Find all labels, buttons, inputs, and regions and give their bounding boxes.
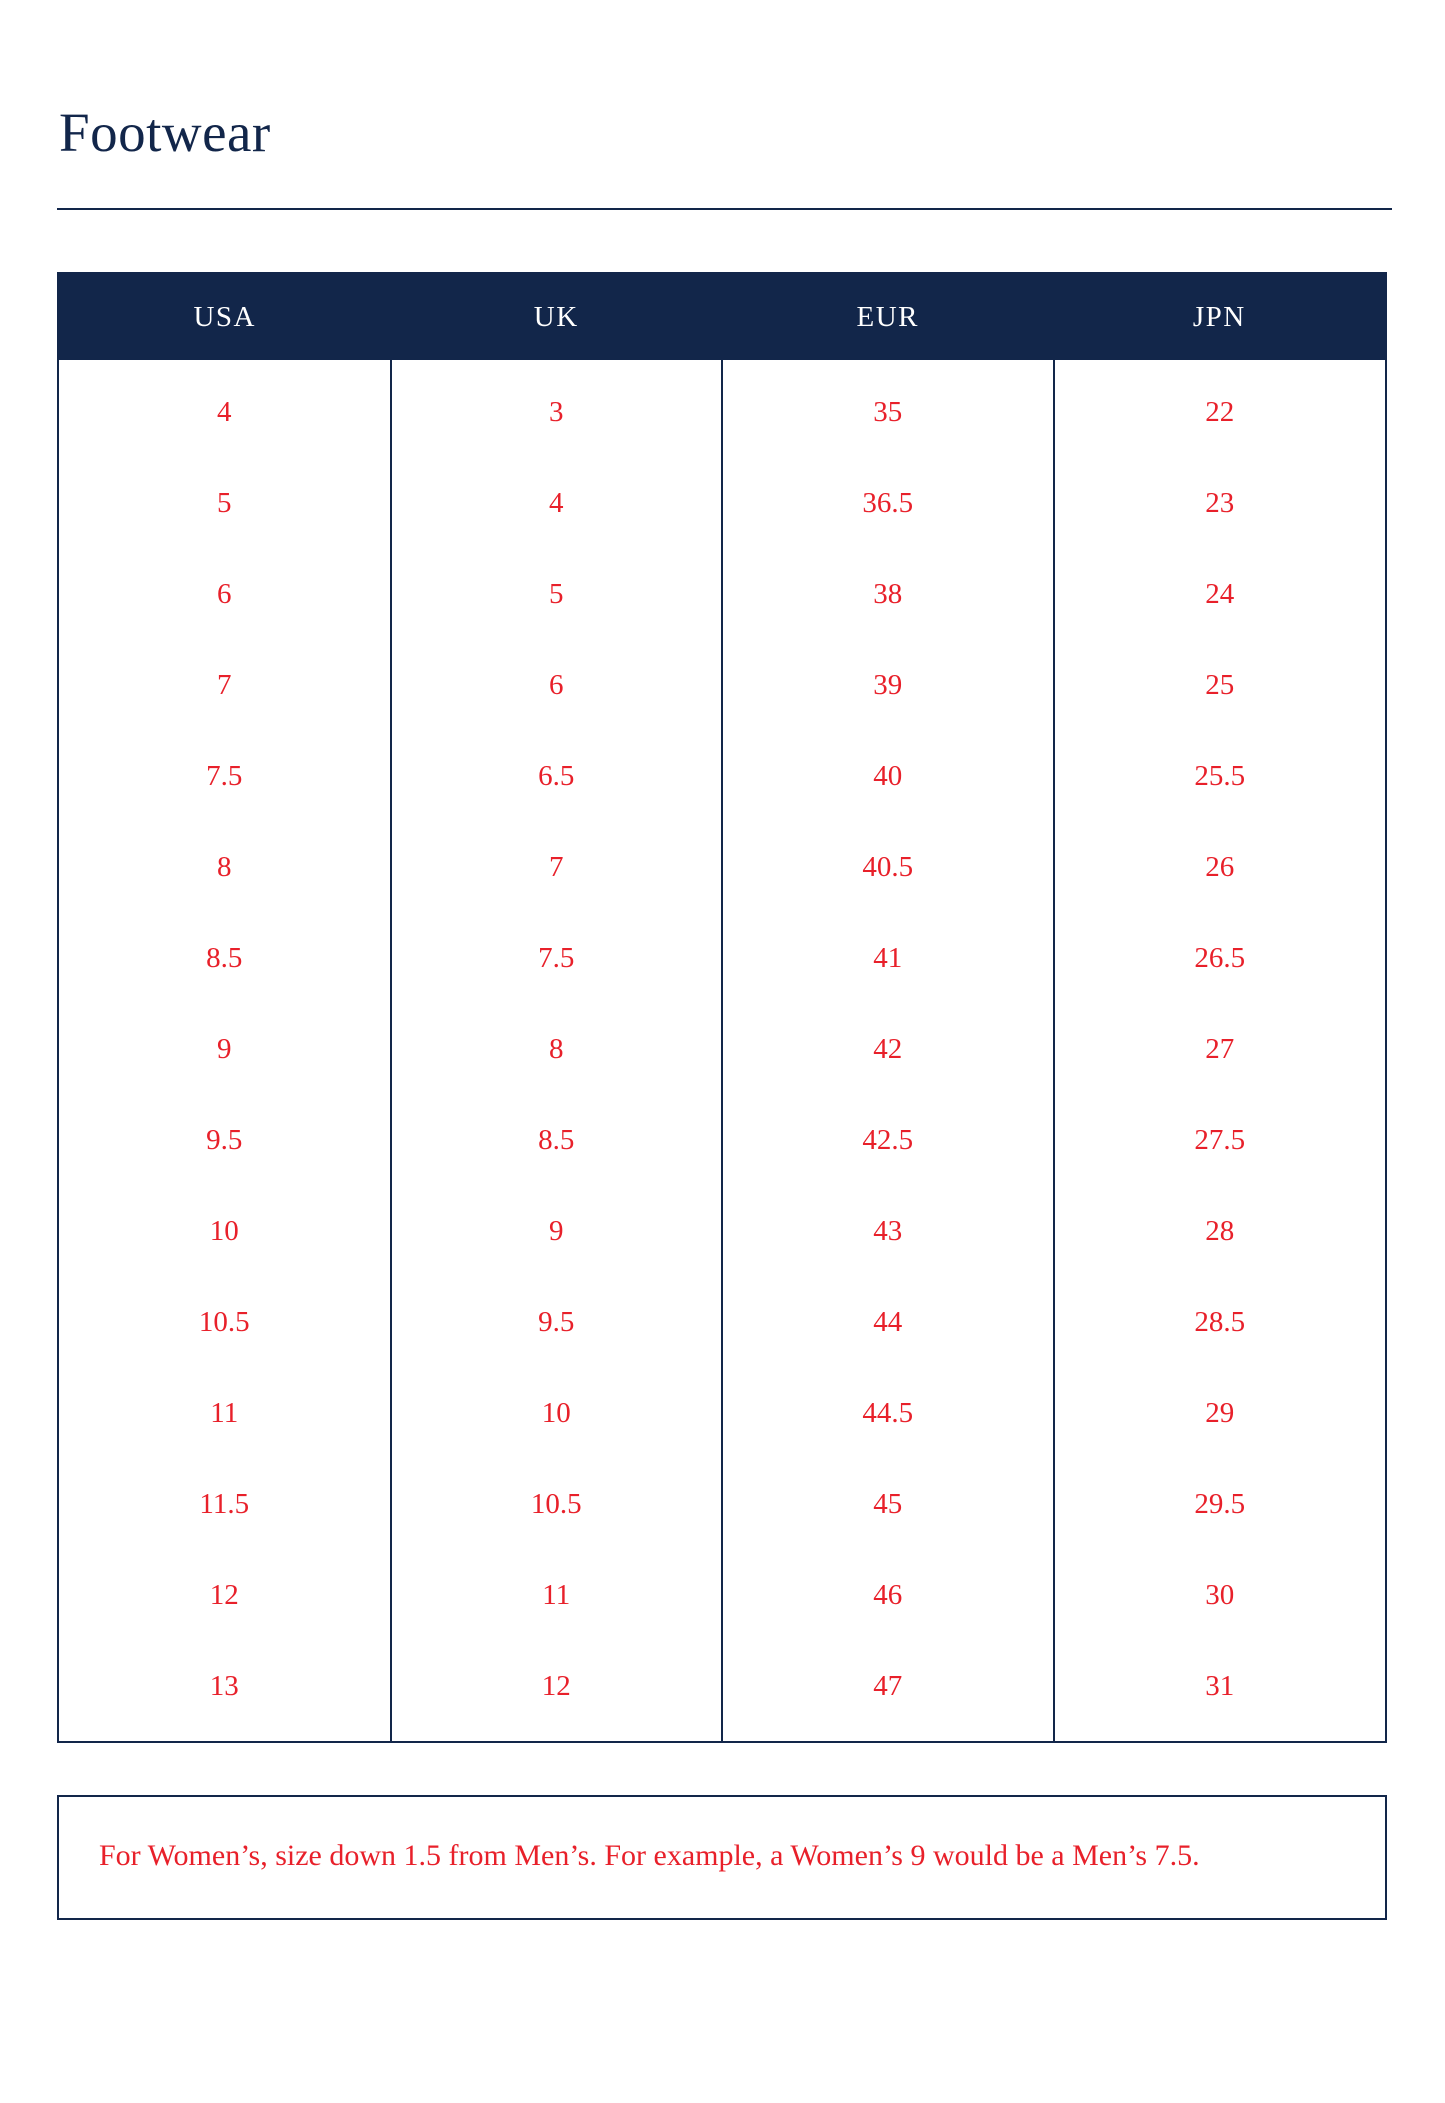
table-cell: 30 [1054, 1550, 1386, 1641]
table-cell: 44.5 [722, 1368, 1054, 1459]
column-header-eur: EUR [722, 274, 1054, 360]
table-row [59, 1186, 1385, 1277]
table-row [59, 1459, 1385, 1550]
table-cell: 36.5 [722, 458, 1054, 549]
table-cell: 6 [391, 640, 723, 731]
table-cell: 5 [391, 549, 723, 640]
table-header-row [59, 274, 1385, 360]
table-cell: 29.5 [1054, 1459, 1386, 1550]
table-cell: 9 [391, 1186, 723, 1277]
table-cell: 7.5 [59, 731, 391, 822]
table-cell: 29 [1054, 1368, 1386, 1459]
table-row [59, 731, 1385, 822]
table-row [59, 1277, 1385, 1368]
table-cell: 12 [59, 1550, 391, 1641]
table-cell: 7 [391, 822, 723, 913]
table-cell: 26 [1054, 822, 1386, 913]
table-cell: 40.5 [722, 822, 1054, 913]
table-cell: 9.5 [59, 1095, 391, 1186]
table-cell: 42.5 [722, 1095, 1054, 1186]
table-cell: 39 [722, 640, 1054, 731]
table-row [59, 913, 1385, 1004]
table-row [59, 1004, 1385, 1095]
table-cell: 31 [1054, 1641, 1386, 1741]
table-cell: 13 [59, 1641, 391, 1741]
table-row [59, 822, 1385, 913]
table-cell: 7.5 [391, 913, 723, 1004]
table-cell: 24 [1054, 549, 1386, 640]
table-cell: 10 [391, 1368, 723, 1459]
table-cell: 8 [391, 1004, 723, 1095]
table-body [59, 360, 1385, 1741]
table-cell: 44 [722, 1277, 1054, 1368]
column-header-uk: UK [391, 274, 723, 360]
size-conversion-table [59, 274, 1385, 1741]
table-row [59, 1641, 1385, 1741]
table-cell: 10.5 [391, 1459, 723, 1550]
table-row [59, 640, 1385, 731]
table-cell: 10 [59, 1186, 391, 1277]
table-cell: 9 [59, 1004, 391, 1095]
note-text: For Women’s, size down 1.5 from Men’s. For example, a Women’s 9 would be a Men’s 7.5. [99, 1839, 1200, 1872]
column-header-usa: USA [59, 274, 391, 360]
table-cell: 28 [1054, 1186, 1386, 1277]
column-header-jpn: JPN [1054, 274, 1386, 360]
table-row [59, 360, 1385, 458]
table-cell: 25 [1054, 640, 1386, 731]
table-cell: 35 [722, 360, 1054, 458]
table-cell: 28.5 [1054, 1277, 1386, 1368]
table-cell: 40 [722, 731, 1054, 822]
table-row [59, 458, 1385, 549]
size-conversion-table-container [57, 272, 1387, 1743]
table-cell: 3 [391, 360, 723, 458]
table-header [59, 274, 1385, 360]
table-cell: 8.5 [59, 913, 391, 1004]
table-cell: 11.5 [59, 1459, 391, 1550]
note-box [57, 1795, 1387, 1920]
table-cell: 11 [391, 1550, 723, 1641]
page-title: Footwear [59, 102, 271, 163]
table-cell: 12 [391, 1641, 723, 1741]
table-cell: 6 [59, 549, 391, 640]
table-row [59, 1550, 1385, 1641]
table-cell: 10.5 [59, 1277, 391, 1368]
table-row [59, 1368, 1385, 1459]
table-cell: 5 [59, 458, 391, 549]
table-cell: 38 [722, 549, 1054, 640]
table-cell: 42 [722, 1004, 1054, 1095]
table-cell: 46 [722, 1550, 1054, 1641]
table-cell: 45 [722, 1459, 1054, 1550]
table-row [59, 549, 1385, 640]
table-cell: 6.5 [391, 731, 723, 822]
table-cell: 8.5 [391, 1095, 723, 1186]
table-cell: 8 [59, 822, 391, 913]
table-cell: 27 [1054, 1004, 1386, 1095]
table-cell: 43 [722, 1186, 1054, 1277]
table-cell: 22 [1054, 360, 1386, 458]
table-cell: 26.5 [1054, 913, 1386, 1004]
table-cell: 4 [391, 458, 723, 549]
table-cell: 4 [59, 360, 391, 458]
title-divider [57, 208, 1392, 210]
table-cell: 25.5 [1054, 731, 1386, 822]
table-cell: 11 [59, 1368, 391, 1459]
table-row [59, 1095, 1385, 1186]
table-cell: 23 [1054, 458, 1386, 549]
table-cell: 7 [59, 640, 391, 731]
table-cell: 27.5 [1054, 1095, 1386, 1186]
table-cell: 41 [722, 913, 1054, 1004]
table-cell: 9.5 [391, 1277, 723, 1368]
table-cell: 47 [722, 1641, 1054, 1741]
